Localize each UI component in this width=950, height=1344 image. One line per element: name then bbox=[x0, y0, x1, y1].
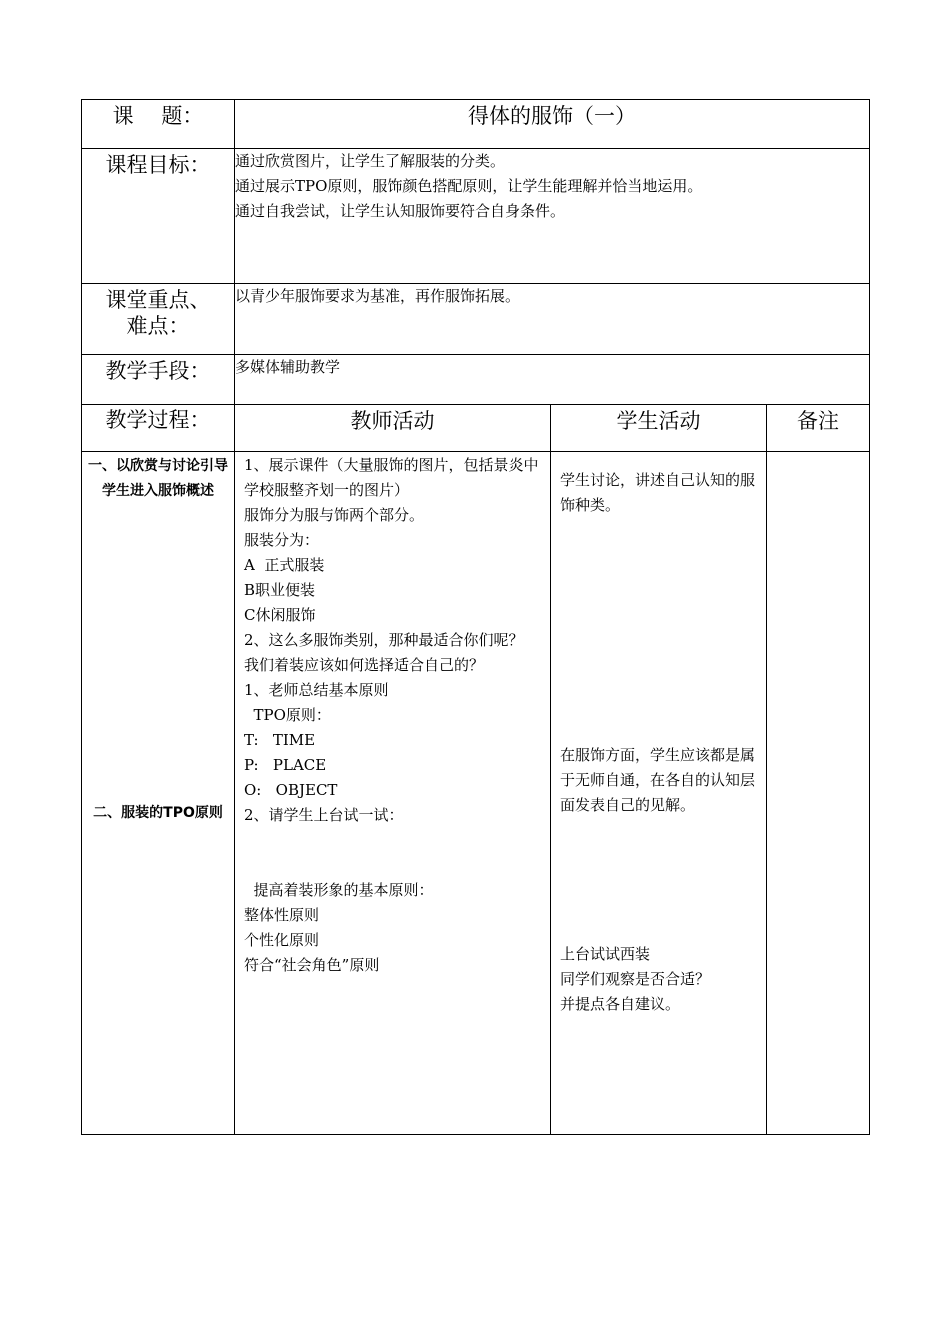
teacher-line: 2、请学生上台试一试： bbox=[244, 806, 404, 824]
focus-label-line: 难点： bbox=[126, 314, 190, 338]
stages-cell bbox=[82, 452, 235, 1135]
focus-label-line: 课堂重点、 bbox=[105, 288, 211, 312]
focus-row bbox=[82, 284, 870, 355]
teacher-activity-cell bbox=[235, 452, 551, 1135]
lesson-title: 得体的服饰（一） bbox=[235, 100, 870, 149]
process-label: 教学过程： bbox=[82, 405, 235, 452]
teacher-line: 服装分为： bbox=[244, 531, 320, 549]
teacher-line: B职业便装 bbox=[244, 581, 316, 599]
teacher-line: 个性化原则 bbox=[244, 931, 320, 949]
student-note: 同学们观察是否合适？ bbox=[560, 970, 711, 988]
focus-content: 以青少年服饰要求为基准，再作服饰拓展。 bbox=[235, 284, 870, 355]
process-header-row bbox=[82, 405, 870, 452]
stage-1: 一、以欣赏与讨论引导学生进入服饰概述 bbox=[88, 458, 228, 499]
teacher-line: 我们着装应该如何选择适合自己的？ bbox=[244, 656, 485, 674]
student-activity-header: 学生活动 bbox=[551, 405, 767, 452]
teacher-line bbox=[244, 828, 550, 853]
student-note: 学生讨论，讲述自己认知的服饰种类。 bbox=[560, 471, 756, 514]
teacher-line: P: PLACE bbox=[244, 756, 327, 774]
goal-line: 通过展示TPO原则，服饰颜色搭配原则，让学生能理解并恰当地运用。 bbox=[235, 177, 703, 195]
teacher-line: A 正式服装 bbox=[244, 556, 325, 574]
focus-label bbox=[82, 284, 235, 355]
student-activity-cell bbox=[551, 452, 767, 1135]
student-note: 上台试试西装 bbox=[560, 945, 651, 963]
topic-label: 课 题： bbox=[82, 100, 235, 149]
goals-label: 课程目标： bbox=[82, 149, 235, 284]
goals-row bbox=[82, 149, 870, 284]
teacher-line: C休闲服饰 bbox=[244, 606, 316, 624]
topic-row bbox=[82, 100, 870, 149]
teacher-line: 1、老师总结基本原则 bbox=[244, 681, 389, 699]
teacher-line: O: OBJECT bbox=[244, 781, 338, 799]
process-row bbox=[82, 452, 870, 1135]
means-row bbox=[82, 355, 870, 405]
goal-line: 通过欣赏图片，让学生了解服装的分类。 bbox=[235, 152, 506, 170]
means-content: 多媒体辅助教学 bbox=[235, 355, 870, 405]
teacher-line: 1、展示课件（大量服饰的图片，包括景炎中学校服整齐划一的图片） bbox=[244, 456, 539, 499]
notes-header: 备注 bbox=[767, 405, 870, 452]
teacher-line bbox=[244, 853, 550, 878]
means-label: 教学手段： bbox=[82, 355, 235, 405]
lesson-plan-table bbox=[81, 99, 870, 1135]
teacher-activity-header: 教师活动 bbox=[235, 405, 551, 452]
student-note: 并提点各自建议。 bbox=[560, 995, 681, 1013]
goal-line: 通过自我尝试，让学生认知服饰要符合自身条件。 bbox=[235, 202, 566, 220]
teacher-line: T: TIME bbox=[244, 731, 316, 749]
stage-2: 二、服装的TPO原则 bbox=[93, 805, 223, 821]
teacher-line: 服饰分为服与饰两个部分。 bbox=[244, 506, 425, 524]
notes-cell bbox=[767, 452, 870, 1135]
teacher-line: 提高着装形象的基本原则： bbox=[244, 881, 434, 899]
teacher-line: 整体性原则 bbox=[244, 906, 320, 924]
teacher-line: 符合“社会角色”原则 bbox=[244, 956, 380, 974]
student-note: 在服饰方面，学生应该都是属于无师自通，在各自的认知层面发表自己的见解。 bbox=[560, 746, 756, 814]
goals-content bbox=[235, 149, 870, 284]
teacher-line: 2、这么多服饰类别，那种最适合你们呢？ bbox=[244, 631, 524, 649]
teacher-line: TPO原则： bbox=[244, 706, 331, 724]
